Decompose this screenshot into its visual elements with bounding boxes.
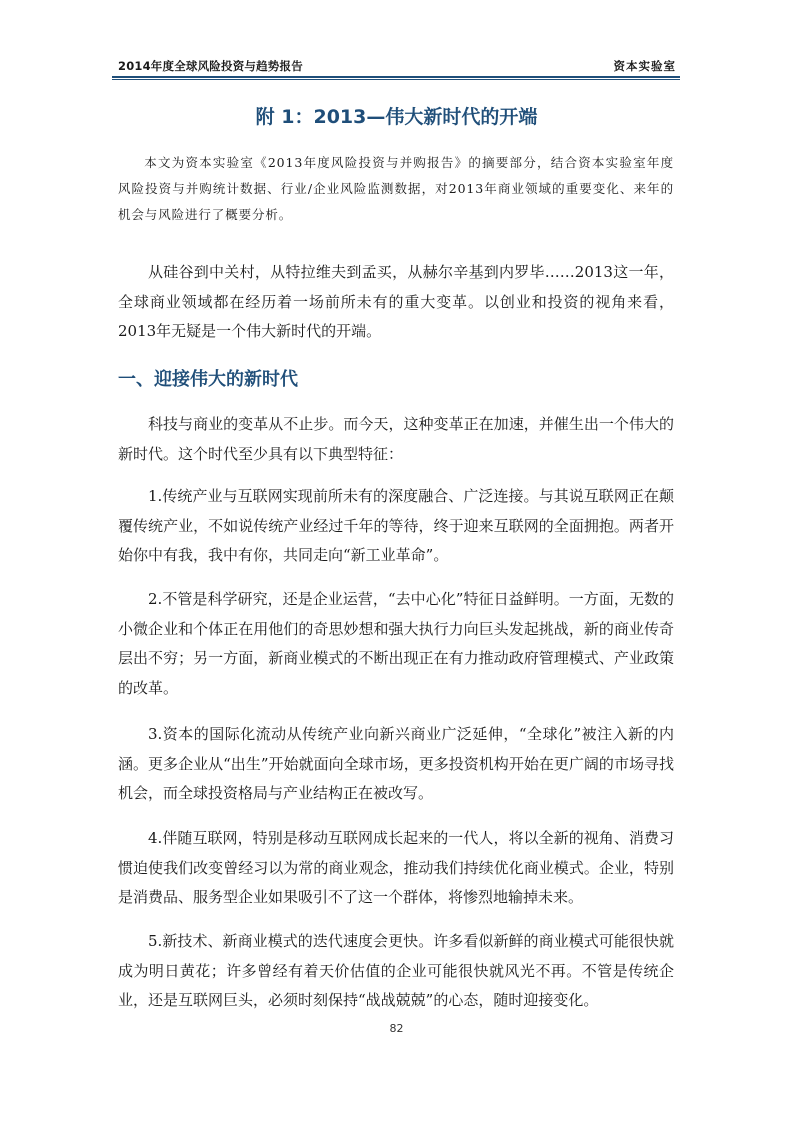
header-rule-thick [112, 76, 680, 78]
header-report-title: 2014年度全球风险投资与趋势报告 [118, 59, 303, 73]
header-rule-thin [112, 79, 680, 80]
page-header [118, 56, 676, 76]
intro-paragraph: 从硅谷到中关村，从特拉维夫到孟买，从赫尔辛基到内罗毕……2013这一年，全球商业领域都在经历着一场前所未有的重大变革。以创业和投资的视角来看，2013年无疑是一个伟大新时代的开端。 [118, 263, 674, 340]
point-2-paragraph: 2.不管是科学研究，还是企业运营，“去中心化”特征日益鲜明。一方面，无数的小微企业和个体正在用他们的奇思妙想和强大执行力向巨头发起挑战，新的商业传奇层出不穷；另一方面，新商业模式的不断出现正在有力推动政府管理模式、产业政策的改革。 [118, 590, 674, 697]
point-1-paragraph: 1.传统产业与互联网实现前所未有的深度融合、广泛连接。与其说互联网正在颠覆传统产业，不如说传统产业经过千年的等待，终于迎来互联网的全面拥抱。两者开始你中有我，我中有你，共同走向“新工业革命”。 [118, 487, 674, 564]
section-lead-paragraph: 科技与商业的变革从不止步。而今天，这种变革正在加速，并催生出一个伟大的新时代。这个时代至少具有以下典型特征： [118, 415, 674, 463]
page-title: 附 1：2013—伟大新时代的开端 [255, 106, 538, 128]
point-4-paragraph: 4.伴随互联网，特别是移动互联网成长起来的一代人，将以全新的视角、消费习惯迫使我们改变曾经习以为常的商业观念，推动我们持续优化商业模式。企业，特别是消费品、服务型企业如果吸引不了这一个群体，将惨烈地输掉未来。 [118, 829, 674, 906]
point-3-paragraph: 3.资本的国际化流动从传统产业向新兴商业广泛延伸，“全球化”被注入新的内涵。更多企业从“出生”开始就面向全球市场，更多投资机构开始在更广阔的市场寻找机会，而全球投资格局与产业结构正在被改写。 [118, 725, 674, 802]
header-organization: 资本实验室 [613, 59, 676, 73]
page-number: 82 [389, 1022, 404, 1035]
abstract-paragraph: 本文为资本实验室《2013年度风险投资与并购报告》的摘要部分，结合资本实验室年度风险投资与并购统计数据、行业/企业风险监测数据，对2013年商业领域的重要变化、来年的机会与风险进行了概要分析。 [118, 155, 674, 222]
point-5-paragraph: 5.新技术、新商业模式的迭代速度会更快。许多看似新鲜的商业模式可能很快就成为明日黄花；许多曾经有着天价估值的企业可能很快就风光不再。不管是传统企业，还是互联网巨头，必须时刻保持“战战兢兢”的心态，随时迎接变化。 [118, 932, 674, 1009]
section-heading: 一、迎接伟大的新时代 [118, 369, 298, 390]
